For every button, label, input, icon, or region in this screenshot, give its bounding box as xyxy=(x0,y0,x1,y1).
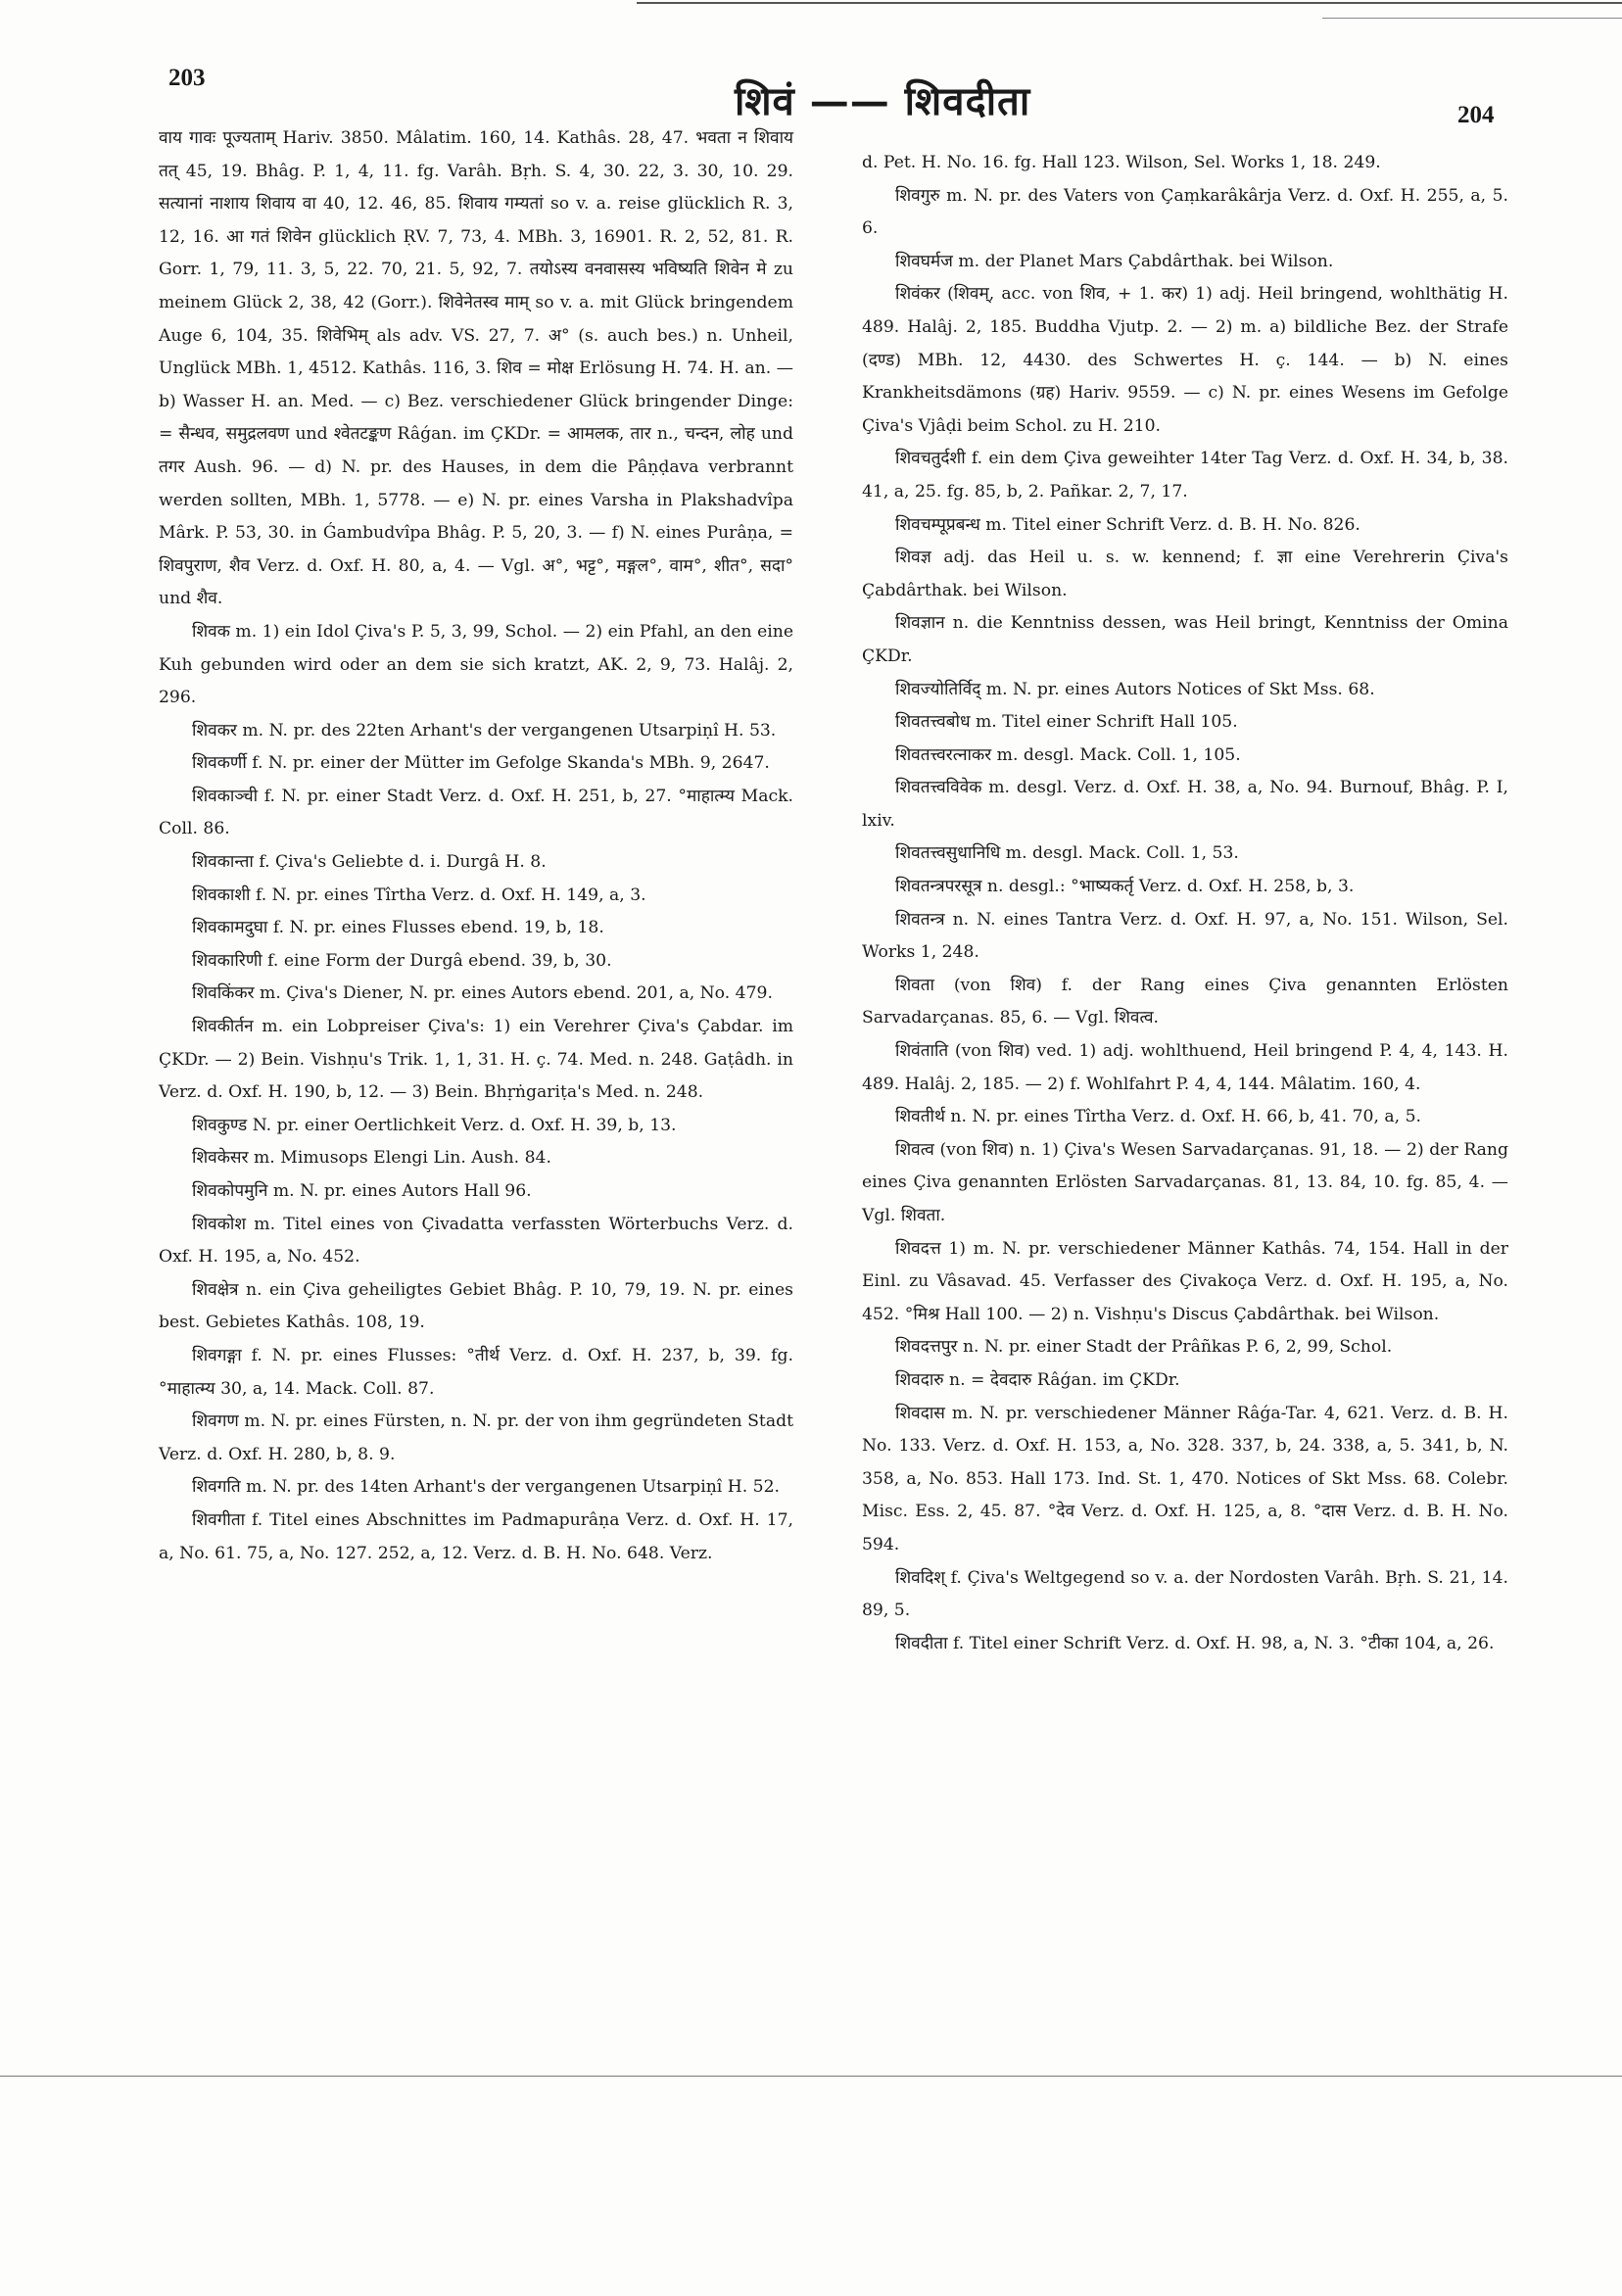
dictionary-entry: शिवकर m. N. pr. des 22ten Arhant's der vergangenen Utsarpiṇî H. 53. xyxy=(192,720,777,741)
dictionary-entry: शिवकीर्तन m. ein Lobpreiser Çiva's: 1) ein Verehrer Çiva's Çabdar. im ÇKDr. — 2) Bein. Vishṇu's Trik. 1, 1, 31. H. ç. 74. Med. n. 248. Gaṭâdh. in Verz. d. Oxf. H. 190, b, 12. — 3) Bein. Bhṛṅgariṭa's Med. n. 248. xyxy=(159,1017,793,1103)
top-rule xyxy=(637,2,1622,4)
right-column xyxy=(862,147,1508,1660)
dictionary-entry: शिवत्व (von शिव) n. 1) Çiva's Wesen Sarvadarçanas. 91, 18. — 2) der Rang eines Çiva genannten Erlösten Sarvadarçanas. 81, 13. 84, 10. fg. 85, 4. — Vgl. शिवता. xyxy=(862,1139,1508,1225)
dictionary-entry: शिवज्योतिर्विद् m. N. pr. eines Autors Notices of Skt Mss. 68. xyxy=(895,679,1375,699)
bottom-rule xyxy=(0,2076,1622,2077)
dictionary-entry: शिवदास m. N. pr. verschiedener Männer Râǵa-Tar. 4, 621. Verz. d. B. H. No. 133. Verz. d. Oxf. H. 153, a, No. 328. 337, b, 24. 338, a, 5. 341, b, N. 358, a, No. 853. Hall 173. Ind. St. 1, 470. Notices of Skt Mss. 68. Colebr. Misc. Ess. 2, 45. 87. °देव Verz. d. Oxf. H. 125, a, 8. °दास Verz. d. B. H. No. 594. xyxy=(862,1403,1508,1555)
dictionary-entry: शिवक्षेत्र n. ein Çiva geheiligtes Gebiet Bhâg. P. 10, 79, 19. N. pr. eines best. Gebietes Kathâs. 108, 19. xyxy=(159,1279,793,1333)
dictionary-entry: शिवक m. 1) ein Idol Çiva's P. 5, 3, 99, Schol. — 2) ein Pfahl, an den eine Kuh gebunden wird oder an dem sie sich kratzt, AK. 2, 9, 73. Halâj. 2, 296. xyxy=(159,621,793,708)
dictionary-entry: शिवदारु n. = देवदारु Râǵan. im ÇKDr. xyxy=(895,1369,1180,1390)
dictionary-entry: शिवकर्णी f. N. pr. einer der Mütter im Gefolge Skanda's MBh. 9, 2647. xyxy=(192,753,770,774)
dictionary-entry: शिवकेसर m. Mimusops Elengi Lin. Aush. 84. xyxy=(192,1148,551,1169)
dictionary-entry: शिवंताति (von शिव) ved. 1) adj. wohlthuend, Heil bringend P. 4, 4, 143. H. 489. Halâj. 2, 185. — 2) f. Wohlfahrt P. 4, 4, 144. Mâlatim. 160, 4. xyxy=(862,1041,1508,1094)
right-page-number: 204 xyxy=(1457,102,1495,128)
dictionary-entry: शिवज्ञान n. die Kenntniss dessen, was Heil bringt, Kenntniss der Omina ÇKDr. xyxy=(862,613,1508,666)
dictionary-entry: शिवकोश m. Titel eines von Çivadatta verfassten Wörterbuchs Verz. d. Oxf. H. 195, a, No. 452. xyxy=(159,1214,793,1268)
dictionary-entry: शिवतत्त्वबोध m. Titel einer Schrift Hall 105. xyxy=(895,712,1238,733)
top-rule-secondary xyxy=(1322,18,1622,19)
dictionary-entry: शिवतत्त्वविवेक m. desgl. Verz. d. Oxf. H. 38, a, No. 94. Burnouf, Bhâg. P. I, lxiv. xyxy=(862,778,1508,831)
dictionary-entry: शिवकाशी f. N. pr. eines Tîrtha Verz. d. Oxf. H. 149, a, 3. xyxy=(192,885,646,905)
dictionary-entry: शिवंकर (शिवम्, acc. von शिव, + 1. कर) 1) adj. Heil bringend, wohlthätig H. 489. Halâj. 2, 185. Buddha Vjutp. 2. — 2) m. a) bildliche Bez. der Strafe (दण्ड) MBh. 12, 4430. des Schwertes H. ç. 144. — b) N. eines Krankheitsdämons (ग्रह) Hariv. 9559. — c) N. pr. eines Wesens im Gefolge Çiva's Vjâḍi beim Schol. zu H. 210. xyxy=(862,284,1508,436)
dictionary-entry: शिवगीता f. Titel eines Abschnittes im Padmapurâṇa Verz. d. Oxf. H. 17, a, No. 61. 75, a, No. 127. 252, a, 12. Verz. d. B. H. No. 648. Verz. xyxy=(159,1509,793,1563)
dictionary-entry: शिवतन्त्रपरसूत्र n. desgl.: °भाष्यकर्तृ Verz. d. Oxf. H. 258, b, 3. xyxy=(895,877,1355,897)
dictionary-entry: शिवकान्ता f. Çiva's Geliebte d. i. Durgâ H. 8. xyxy=(192,852,547,873)
dictionary-entry: शिवता (von शिव) f. der Rang eines Çiva genannten Erlösten Sarvadarçanas. 85, 6. — Vgl. शिवत्व. xyxy=(862,975,1508,1028)
dictionary-entry: शिवतन्त्र n. N. eines Tantra Verz. d. Oxf. H. 97, a, No. 151. Wilson, Sel. Works 1, 248. xyxy=(862,909,1508,963)
dictionary-entry: शिवदीता f. Titel einer Schrift Verz. d. Oxf. H. 98, a, N. 3. °टीका 104, a, 26. xyxy=(895,1633,1495,1653)
dictionary-entry: शिवकिंकर m. Çiva's Diener, N. pr. eines Autors ebend. 201, a, No. 479. xyxy=(192,983,773,1004)
dictionary-entry: शिवघर्मज m. der Planet Mars Çabdârthak. bei Wilson. xyxy=(895,251,1334,271)
dictionary-entry: शिवतीर्थ n. N. pr. eines Tîrtha Verz. d. Oxf. H. 66, b, 41. 70, a, 5. xyxy=(895,1107,1421,1127)
dictionary-entry: शिवकुण्ड N. pr. einer Oertlichkeit Verz. d. Oxf. H. 39, b, 13. xyxy=(192,1115,677,1135)
dictionary-entry: शिवज्ञ adj. das Heil u. s. w. kennend; f. ज्ञा eine Verehrerin Çiva's Çabdârthak. bei Wilson. xyxy=(862,548,1508,600)
dictionary-entry: d. Pet. H. No. 16. fg. Hall 123. Wilson, Sel. Works 1, 18. 249. xyxy=(862,153,1381,172)
dictionary-entry: शिवचतुर्दशी f. ein dem Çiva geweihter 14ter Tag Verz. d. Oxf. H. 34, b, 38. 41, a, 25. fg. 85, b, 2. Pañkar. 2, 7, 17. xyxy=(862,449,1508,502)
dictionary-entry: शिवदिश् f. Çiva's Weltgegend so v. a. der Nordosten Varâh. Bṛh. S. 21, 14. 89, 5. xyxy=(862,1567,1508,1621)
dictionary-entry: शिवचम्पूप्रबन्ध m. Titel einer Schrift Verz. d. B. H. No. 826. xyxy=(895,514,1360,535)
dictionary-entry: शिवकाञ्ची f. N. pr. einer Stadt Verz. d. Oxf. H. 251, b, 27. °माहात्म्य Mack. Coll. 86. xyxy=(159,786,793,839)
dictionary-entry: शिवकोपमुनि m. N. pr. eines Autors Hall 96. xyxy=(192,1181,532,1201)
dictionary-entry: शिवकारिणी f. eine Form der Durgâ ebend. 39, b, 30. xyxy=(192,950,612,971)
dictionary-entry: शिवतत्त्वसुधानिधि m. desgl. Mack. Coll. 1, 53. xyxy=(895,843,1239,864)
dictionary-entry: शिवगङ्गा f. N. pr. eines Flusses: °तीर्थ Verz. d. Oxf. H. 237, b, 39. fg. °माहात्म्य 30, a, 14. Mack. Coll. 87. xyxy=(159,1345,793,1399)
dictionary-entry: शिवकामदुघा f. N. pr. eines Flusses ebend. 19, b, 18. xyxy=(192,918,604,938)
dictionary-entry: शिवदत्तपुर n. N. pr. einer Stadt der Prâñkas P. 6, 2, 99, Schol. xyxy=(895,1337,1393,1358)
left-page-number: 203 xyxy=(168,65,206,91)
dictionary-entry: शिवगण m. N. pr. eines Fürsten, n. N. pr. der von ihm gegründeten Stadt Verz. d. Oxf. H. 280, b, 8. 9. xyxy=(159,1411,793,1464)
dictionary-entry: शिवतत्त्वरत्नाकर m. desgl. Mack. Coll. 1, 105. xyxy=(895,744,1241,765)
dictionary-entry: शिवगति m. N. pr. des 14ten Arhant's der vergangenen Utsarpiṇî H. 52. xyxy=(192,1477,780,1498)
dictionary-entry: शिवदत्त 1) m. N. pr. verschiedener Männer Kathâs. 74, 154. Hall in der Einl. zu Vâsavad. 45. Verfasser des Çivakoça Verz. d. Oxf. H. 195, a, No. 452. °मिश्र Hall 100. — 2) n. Vishṇu's Discus Çabdârthak. bei Wilson. xyxy=(862,1238,1508,1324)
dictionary-entry: शिवगुरु m. N. pr. des Vaters von Çaṃkarâkârja Verz. d. Oxf. H. 255, a, 5. 6. xyxy=(862,185,1508,239)
left-column xyxy=(159,122,793,1570)
running-header: शिवं —— शिवदीता xyxy=(735,78,1031,124)
dictionary-entry: वाय गावः पूज्यताम् Hariv. 3850. Mâlatim. 160, 14. Kathâs. 28, 47. भवता न शिवाय तत् 45, 19. Bhâg. P. 1, 4, 11. fg. Varâh. Bṛh. S. 4, 30. 22, 3. 30, 10. 29. सत्यानां नाशाय शिवाय वा 40, 12. 46, 85. शिवाय गम्यतां so v. a. reise glücklich R. 3, 12, 16. आ गतं शिवेन glücklich ṚV. 7, 73, 4. MBh. 3, 16901. R. 2, 52, 81. R. Gorr. 1, 79, 11. 3, 5, 22. 70, 21. 5, 92, 7. तयोऽस्य वनवासस्य भविष्यति शिवेन मे zu meinem Glück 2, 38, 42 (Gorr.). शिवेनेतस्व माम् so v. a. mit Glück bringendem Auge 6, 104, 35. शिवेभिम् als adv. VS. 27, 7. अ° (s. auch bes.) n. Unheil, Unglück MBh. 1, 4512. Kathâs. 116, 3. शिव = मोक्ष Erlösung H. 74. H. an. — b) Wasser H. an. Med. — c) Bez. verschiedener Glück bringender Dinge: = सैन्धव, समुद्रलवण und श्वेतटङ्कण Râǵan. im ÇKDr. = आमलक, तार n., चन्दन, लोह und तगर Aush. 96. — d) N. pr. des Hauses, in dem die Pâṇḍava verbrannt werden sollten, MBh. 1, 5778. — e) N. pr. eines Varsha in Plakshadvîpa Mârk. P. 53, 30. in Ǵambudvîpa Bhâg. P. 5, 20, 3. — f) N. eines Purâṇa, = शिवपुराण, शैव Verz. d. Oxf. H. 80, a, 4. — Vgl. अ°, भट्ट°, मङ्गल°, वाम°, शीत°, सदा° und शैव. xyxy=(159,128,793,609)
